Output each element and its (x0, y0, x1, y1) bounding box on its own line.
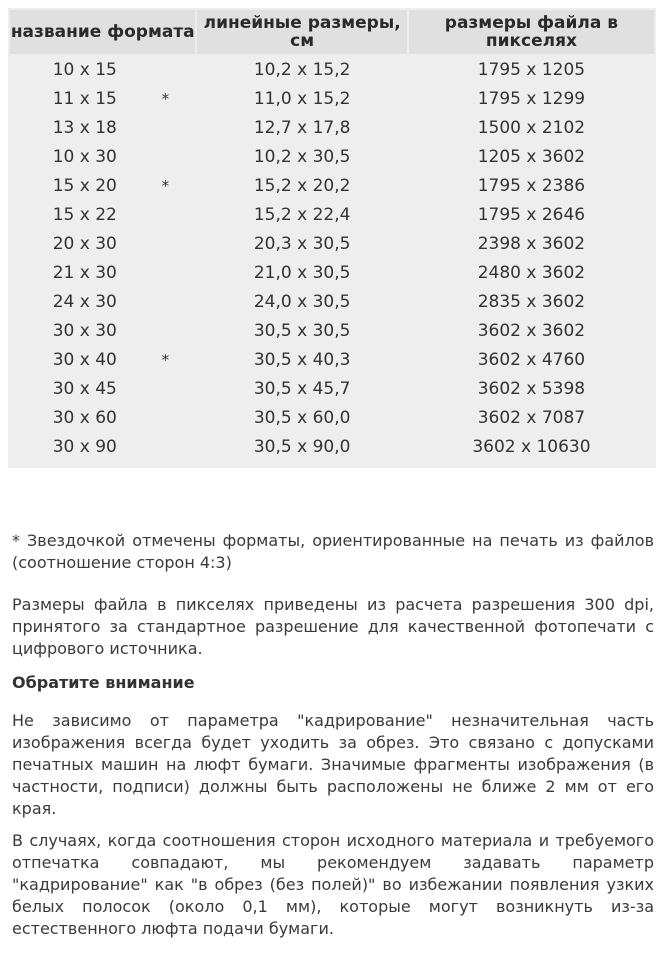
format-cell: 15 x 20 (52, 175, 117, 196)
star-mark (162, 201, 196, 228)
pixel-size-cell: 1795 x 1299 (477, 88, 586, 109)
format-cell: 30 x 40 (52, 349, 117, 370)
linear-size-cell: 21,0 x 30,5 (253, 262, 351, 283)
pixel-size-cell: 1205 x 3602 (477, 146, 586, 167)
header-linear-size: линейные размеры, см (197, 10, 406, 54)
format-cell: 13 x 18 (52, 117, 117, 138)
pixel-size-cell: 3602 x 10630 (472, 436, 591, 457)
table-row (10, 259, 654, 286)
pixel-size-cell: 2398 x 3602 (477, 233, 586, 254)
advice-note-text: В случаях, когда соотношения сторон исходного материала и требуемого отпечатка совпадают, мы рекомендуем задавать параметр "кадрирование" как "в обрез (без полей)" во избежании появления узких белых полосок (около 0,1 мм), которые могут возникнуть из-за естественного люфта подачи бумаги. (12, 831, 654, 938)
format-cell: 15 x 22 (52, 204, 117, 225)
pixel-size-cell: 3602 x 4760 (477, 349, 586, 370)
linear-size-cell: 24,0 x 30,5 (253, 291, 351, 312)
format-size-table (8, 8, 656, 462)
star-mark: * (161, 89, 170, 108)
star-mark: * (161, 176, 170, 195)
format-cell: 20 x 30 (52, 233, 117, 254)
format-cell: 30 x 60 (52, 407, 117, 428)
star-mark (162, 56, 196, 83)
table-row (10, 288, 654, 315)
linear-size-cell: 15,2 x 22,4 (253, 204, 351, 225)
table-row (10, 375, 654, 402)
format-size-table-container (8, 8, 656, 468)
format-cell: 24 x 30 (52, 291, 117, 312)
format-cell: 10 x 15 (52, 59, 117, 80)
linear-size-cell: 30,5 x 30,5 (253, 320, 351, 341)
table-row (10, 317, 654, 344)
format-cell: 30 x 30 (52, 320, 117, 341)
star-mark (162, 404, 196, 431)
star-footnote-text: * Звездочкой отмечены форматы, ориентированные на печать из файлов (соотношение сторон 4:3) (12, 531, 654, 572)
table-row (10, 230, 654, 257)
linear-size-cell: 30,5 x 90,0 (253, 436, 351, 457)
table-row (10, 404, 654, 431)
pixel-size-cell: 2480 x 3602 (477, 262, 586, 283)
table-row (10, 201, 654, 228)
linear-size-cell: 30,5 x 40,3 (253, 349, 351, 370)
format-cell: 11 x 15 (52, 88, 117, 109)
pixel-size-cell: 2835 x 3602 (477, 291, 586, 312)
linear-size-cell: 10,2 x 30,5 (253, 146, 351, 167)
pixel-size-cell: 1795 x 2386 (477, 175, 586, 196)
table-row (10, 143, 654, 170)
linear-size-cell: 10,2 x 15,2 (253, 59, 351, 80)
linear-size-cell: 20,3 x 30,5 (253, 233, 351, 254)
pixel-size-cell: 3602 x 5398 (477, 378, 586, 399)
star-mark (162, 288, 196, 315)
advice-note (12, 830, 654, 940)
star-mark: * (161, 350, 170, 369)
table-row (10, 346, 654, 373)
table-row (10, 56, 654, 83)
attention-heading: Обратите внимание (12, 673, 195, 692)
star-mark (162, 114, 196, 141)
table-header-row (10, 10, 654, 54)
star-mark (162, 259, 196, 286)
pixel-size-cell: 1795 x 1205 (477, 59, 586, 80)
pixel-size-cell: 3602 x 7087 (477, 407, 586, 428)
linear-size-cell: 15,2 x 20,2 (253, 175, 351, 196)
format-cell: 30 x 90 (52, 436, 117, 457)
table-row (10, 114, 654, 141)
linear-size-cell: 30,5 x 45,7 (253, 378, 351, 399)
star-mark (162, 317, 196, 344)
star-mark (162, 433, 196, 460)
dpi-note-text: Размеры файла в пикселях приведены из расчета разрешения 300 dpi, принятого за стандартное разрешение для качественной фотопечати с цифрового источника. (12, 595, 654, 658)
table-row (10, 85, 654, 112)
linear-size-cell: 11,0 x 15,2 (253, 88, 351, 109)
header-file-size: размеры файла в пикселях (409, 10, 654, 54)
star-footnote (12, 530, 654, 574)
format-cell: 21 x 30 (52, 262, 117, 283)
crop-note-text: Не зависимо от параметра "кадрирование" незначительная часть изображения всегда будет уходить за обрез. Это связано с допусками печатных машин на люфт бумаги. Значимые фрагменты изображения (в частности, подписи) должны быть расположены не ближе 2 мм от его края. (12, 711, 654, 818)
star-mark (162, 230, 196, 257)
table-row (10, 433, 654, 460)
linear-size-cell: 12,7 x 17,8 (253, 117, 351, 138)
crop-note (12, 710, 654, 820)
star-mark (162, 143, 196, 170)
star-mark (162, 375, 196, 402)
format-cell: 10 x 30 (52, 146, 117, 167)
linear-size-cell: 30,5 x 60,0 (253, 407, 351, 428)
pixel-size-cell: 1795 x 2646 (477, 204, 586, 225)
pixel-size-cell: 3602 x 3602 (477, 320, 586, 341)
table-row (10, 172, 654, 199)
dpi-note (12, 594, 654, 660)
pixel-size-cell: 1500 x 2102 (477, 117, 586, 138)
header-format-name: название формата (10, 10, 195, 54)
format-cell: 30 x 45 (52, 378, 117, 399)
